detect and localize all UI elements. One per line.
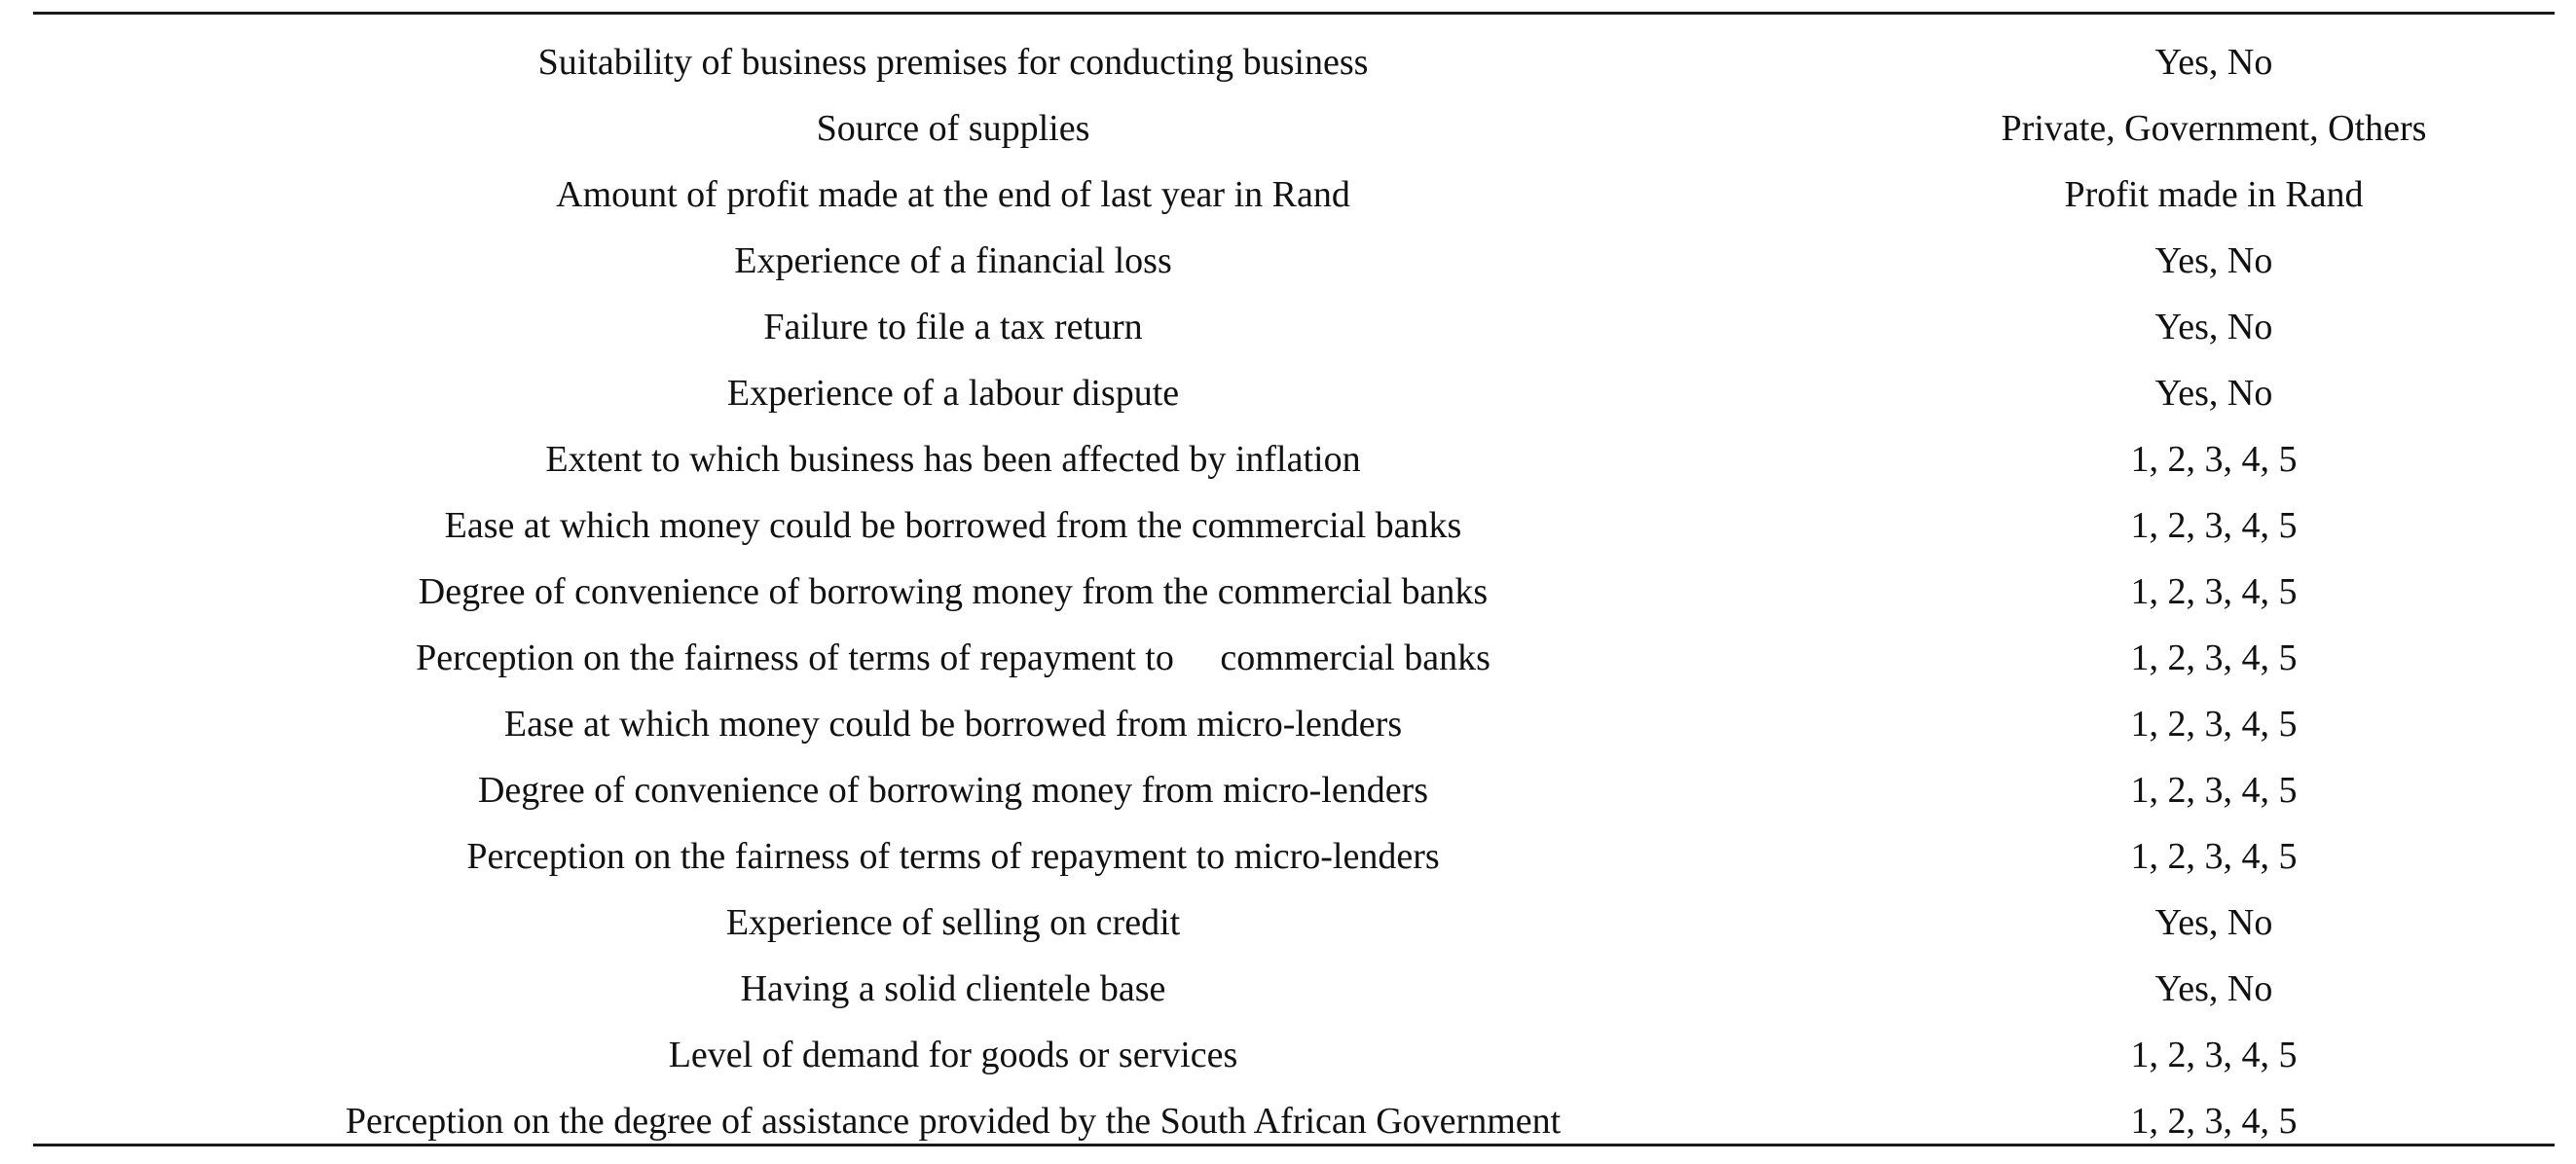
variable-cell: Degree of convenience of borrowing money from the commercial banks xyxy=(418,571,1489,612)
values-cell: Yes, No xyxy=(2154,373,2273,414)
table-row xyxy=(33,29,2555,95)
values-cell: Yes, No xyxy=(2154,42,2273,83)
variable-cell: Perception on the fairness of terms of repayment to micro-lenders xyxy=(466,836,1440,877)
variable-cell: Having a solid clientele base xyxy=(740,968,1166,1009)
table-body xyxy=(33,29,2555,1154)
variable-cell: Ease at which money could be borrowed from micro-lenders xyxy=(503,704,1403,745)
variable-cell: Ease at which money could be borrowed from the commercial banks xyxy=(444,505,1462,546)
variable-cell: Extent to which business has been affected by inflation xyxy=(545,439,1361,480)
table-row xyxy=(33,294,2555,360)
table-row xyxy=(33,559,2555,625)
variable-cell: Level of demand for goods or services xyxy=(668,1035,1238,1075)
table-row xyxy=(33,228,2555,294)
values-cell: Private, Government, Others xyxy=(2001,108,2427,149)
variable-cell: Experience of a labour dispute xyxy=(726,373,1180,414)
values-cell: Profit made in Rand xyxy=(2064,174,2364,215)
table-row xyxy=(33,691,2555,757)
table-row xyxy=(33,956,2555,1022)
values-cell: Yes, No xyxy=(2154,240,2273,281)
variable-cell: Amount of profit made at the end of last year in Rand xyxy=(556,174,1350,215)
table-top-rule xyxy=(33,12,2555,15)
values-cell: 1, 2, 3, 4, 5 xyxy=(2130,770,2298,811)
values-cell: 1, 2, 3, 4, 5 xyxy=(2130,1101,2298,1142)
table-row xyxy=(33,625,2555,691)
values-cell: 1, 2, 3, 4, 5 xyxy=(2130,439,2298,480)
table-row xyxy=(33,890,2555,956)
values-cell: Yes, No xyxy=(2154,307,2273,347)
variable-cell: Degree of convenience of borrowing money from micro-lenders xyxy=(477,770,1428,811)
table-row xyxy=(33,757,2555,823)
variable-cell: Experience of a financial loss xyxy=(734,240,1172,281)
variable-cell: Suitability of business premises for conducting business xyxy=(537,42,1369,83)
variables-table xyxy=(33,12,2555,1146)
values-cell: 1, 2, 3, 4, 5 xyxy=(2130,505,2298,546)
values-cell: Yes, No xyxy=(2154,968,2273,1009)
table-row xyxy=(33,492,2555,559)
values-cell: 1, 2, 3, 4, 5 xyxy=(2130,704,2298,745)
values-cell: 1, 2, 3, 4, 5 xyxy=(2130,637,2298,678)
values-cell: 1, 2, 3, 4, 5 xyxy=(2130,836,2298,877)
values-cell: Yes, No xyxy=(2154,902,2273,943)
table-row xyxy=(33,823,2555,890)
variable-cell: Perception on the degree of assistance provided by the South African Government xyxy=(345,1101,1562,1142)
table-row xyxy=(33,1022,2555,1088)
table-row xyxy=(33,360,2555,426)
variable-cell: Perception on the fairness of terms of repayment to commercial banks xyxy=(416,637,1490,678)
values-cell: 1, 2, 3, 4, 5 xyxy=(2130,1035,2298,1075)
variable-cell: Experience of selling on credit xyxy=(725,902,1181,943)
table-row xyxy=(33,426,2555,492)
variable-cell: Failure to file a tax return xyxy=(763,307,1143,347)
table-bottom-rule xyxy=(33,1144,2555,1146)
table-row xyxy=(33,162,2555,228)
variable-cell: Source of supplies xyxy=(816,108,1090,149)
values-cell: 1, 2, 3, 4, 5 xyxy=(2130,571,2298,612)
table-row xyxy=(33,95,2555,162)
